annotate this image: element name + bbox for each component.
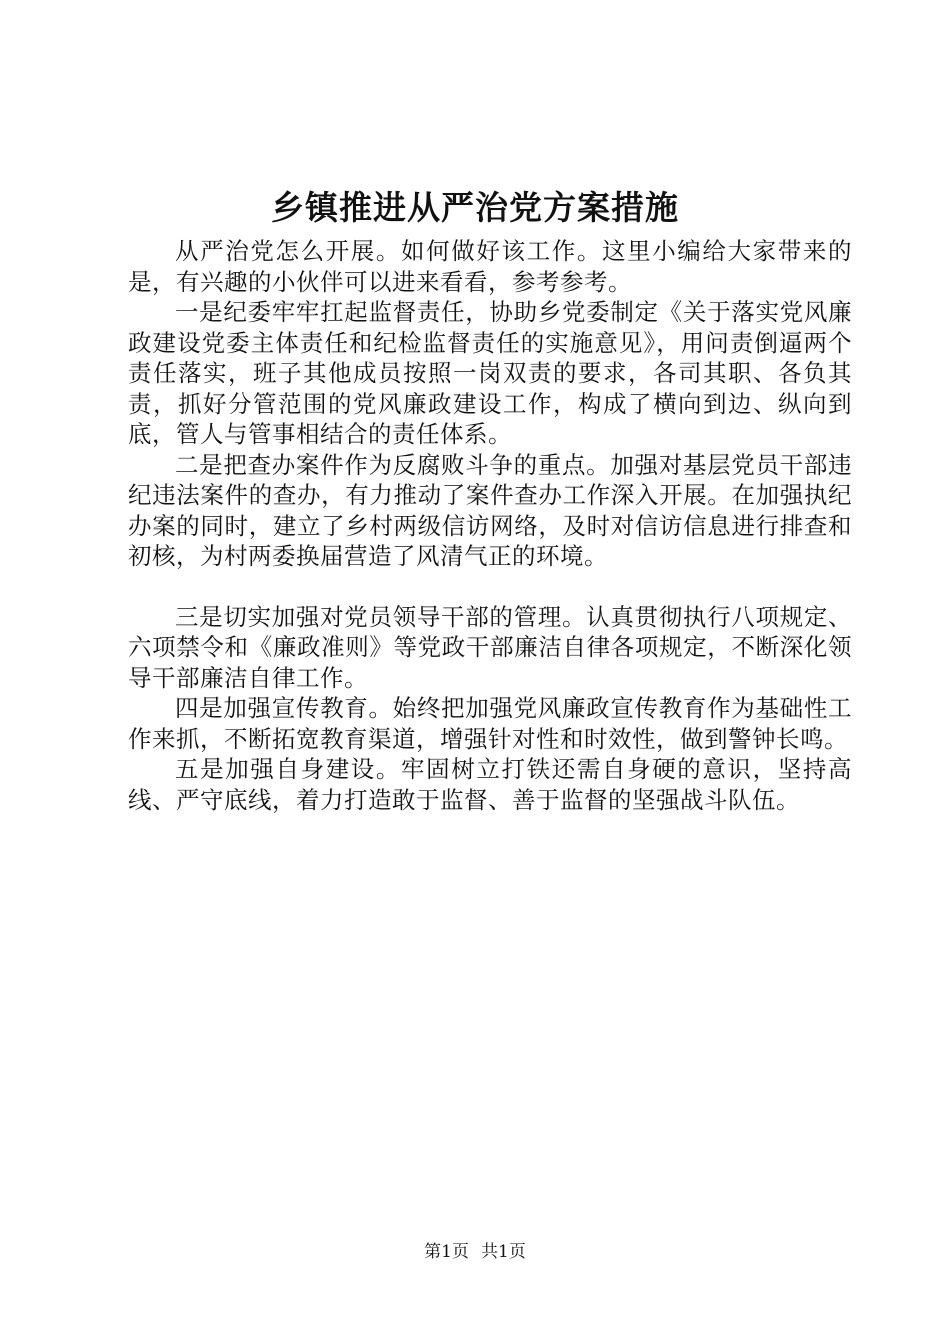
page-total: 共1页 — [481, 1242, 526, 1262]
paragraph-point-1: 一是纪委牢牢扛起监督责任，协助乡党委制定《关于落实党风廉政建设党委主体责任和纪检监督责任的实施意见》，用问责倒逼两个责任落实，班子其他成员按照一岗双责的要求，各司其职、各负其责，抓好分管范围的党风廉政建设工作，构成了横向到边、纵向到底，管人与管事相结合的责任体系。 — [128, 298, 852, 448]
paragraph-point-2: 二是把查办案件作为反腐败斗争的重点。加强对基层党员干部违纪违法案件的查办，有力推动了案件查办工作深入开展。在加强执纪办案的同时，建立了乡村两级信访网络，及时对信访信息进行排查和初核，为村两委换届营造了风清气正的环境。 — [128, 450, 852, 570]
paragraph-point-5: 五是加强自身建设。牢固树立打铁还需自身硬的意识，坚持高线、严守底线，着力打造敢于监督、善于监督的坚强战斗队伍。 — [128, 755, 852, 814]
page-footer — [0, 1240, 950, 1264]
paragraph-point-4: 四是加强宣传教育。始终把加强党风廉政宣传教育作为基础性工作来抓，不断拓宽教育渠道，增强针对性和时效性，做到警钟长鸣。 — [128, 694, 852, 753]
paragraph-intro: 从严治党怎么开展。如何做好该工作。这里小编给大家带来的是，有兴趣的小伙伴可以进来看看，参考参考。 — [128, 237, 852, 296]
document-body — [128, 236, 852, 815]
document-title: 乡镇推进从严治党方案措施 — [271, 188, 679, 227]
page-number: 第1页 — [424, 1242, 469, 1262]
paragraph-point-3: 三是切实加强对党员领导干部的管理。认真贯彻执行八项规定、六项禁令和《廉政准则》等党政干部廉洁自律各项规定，不断深化领导干部廉洁自律工作。 — [128, 602, 852, 692]
